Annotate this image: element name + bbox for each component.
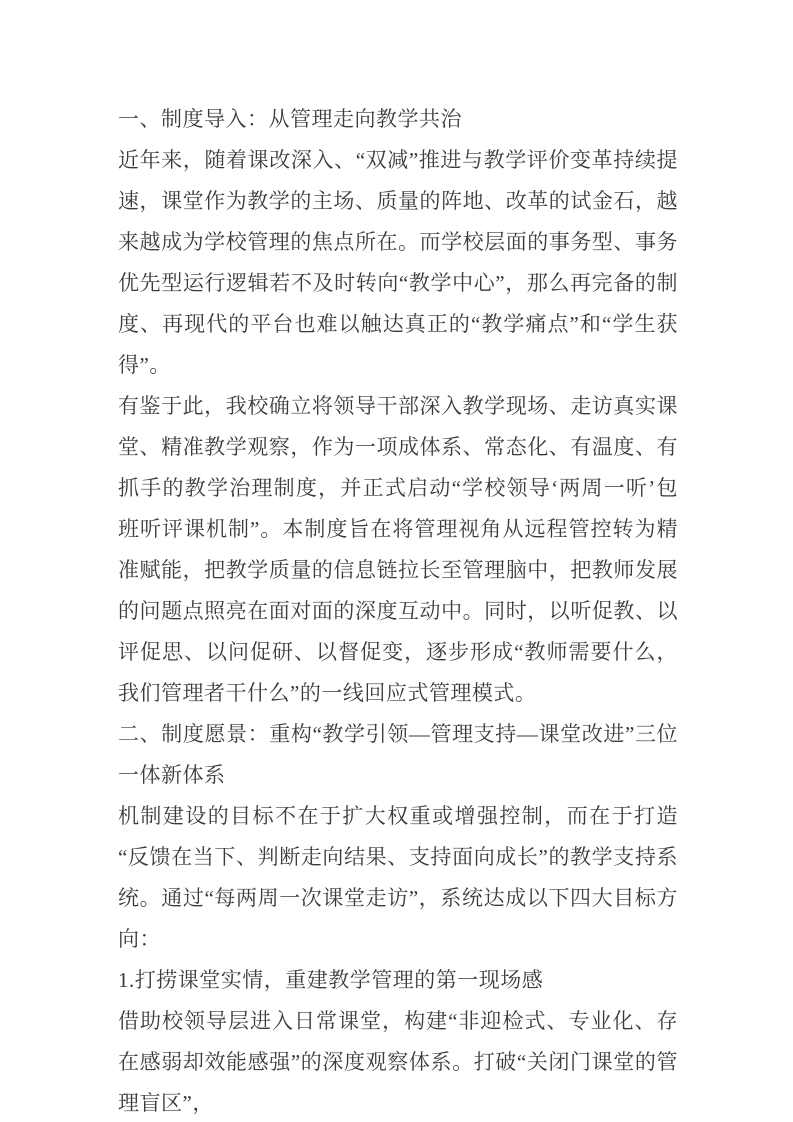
paragraph-vision-goals: 机制建设的目标不在于扩大权重或增强控制，而在于打造“反馈在当下、判断走向结果、支持面向成长”的教学支持系统。通过“每两周一次课堂走访”，系统达成以下四大目标方向：: [118, 804, 678, 951]
document-body: [118, 99, 678, 1122]
section-heading-2: 二、制度愿景：重构“教学引领—管理支持—课堂改进”三位一体新体系: [118, 722, 678, 787]
sub-heading-goal-1: 1.打捞课堂实情，重建教学管理的第一现场感: [118, 968, 544, 992]
section-heading-1: 一、制度导入：从管理走向教学共治: [118, 107, 462, 131]
paragraph-intro-context: 近年来，随着课改深入、“双减”推进与教学评价变革持续提速，课堂作为教学的主场、质量的阵地、改革的试金石，越来越成为学校管理的焦点所在。而学校层面的事务型、事务优先型运行逻辑若不及时转向“教学中心”，那么再完备的制度、再现代的平台也难以触达真正的“教学痛点”和“学生获得”。: [118, 148, 678, 377]
paragraph-system-rationale: 有鉴于此，我校确立将领导干部深入教学现场、走访真实课堂、精准教学观察，作为一项成体系、常态化、有温度、有抓手的教学治理制度，并正式启动“学校领导‘两周一听’包班听评课机制”。本制度旨在将管理视角从远程管控转为精准赋能，把教学质量的信息链拉长至管理脑中，把教师发展的问题点照亮在面对面的深度互动中。同时，以听促教、以评促思、以问促研、以督促变，逐步形成“教师需要什么，我们管理者干什么”的一线回应式管理模式。: [118, 394, 678, 705]
paragraph-goal-1-detail: 借助校领导层进入日常课堂，构建“非迎检式、专业化、存在感弱却效能感强”的深度观察体系。打破“关闭门课堂的管理盲区”，: [118, 1009, 678, 1115]
